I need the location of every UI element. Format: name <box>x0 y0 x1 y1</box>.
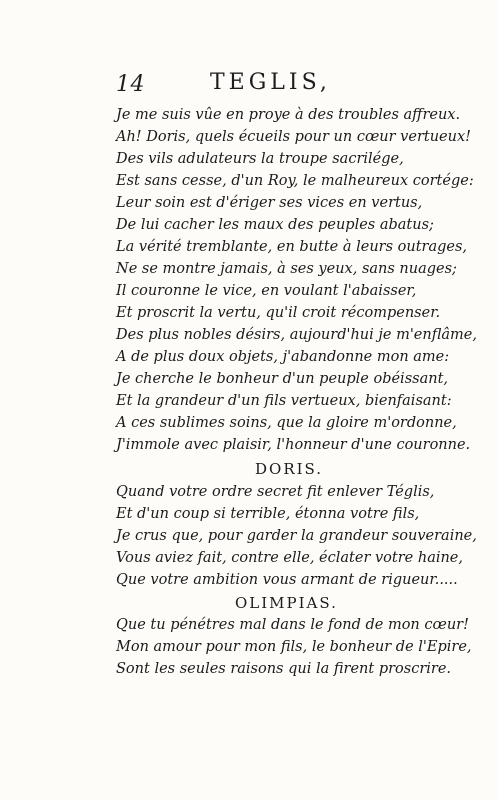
verse-line: De lui cacher les maux des peuples abatus; <box>116 217 434 233</box>
speaker-name: OLIMPIAS. <box>235 594 338 612</box>
verse-line: Est sans cesse, d'un Roy, le malheureux cortége: <box>116 173 474 189</box>
verse-line: Et la grandeur d'un fils vertueux, bienfaisant: <box>116 393 452 409</box>
verse-line: Et proscrit la vertu, qu'il croit récompenser. <box>116 305 441 321</box>
verse-line: A de plus doux objets, j'abandonne mon ame: <box>116 349 450 365</box>
speaker-name: DORIS. <box>255 460 324 478</box>
page-header <box>116 70 446 102</box>
running-title: TEGLIS, <box>210 70 331 95</box>
page-number: 14 <box>116 72 145 97</box>
verse-line: Vous aviez fait, contre elle, éclater votre haine, <box>116 550 464 566</box>
verse-line: Des vils adulateurs la troupe sacrilége, <box>116 151 404 167</box>
verse-line: J'immole avec plaisir, l'honneur d'une couronne. <box>116 437 471 453</box>
verse-line: Que votre ambition vous armant de rigueur..... <box>116 572 458 588</box>
verse-line: Je cherche le bonheur d'un peuple obéissant, <box>116 371 448 387</box>
verse-line: Je me suis vûe en proye à des troubles affreux. <box>116 107 461 123</box>
verse-line: Sont les seules raisons qui la firent proscrire. <box>116 661 452 677</box>
verse-line: Il couronne le vice, en voulant l'abaisser, <box>116 283 417 299</box>
verse-line: Mon amour pour mon fils, le bonheur de l'Epire, <box>116 639 472 655</box>
verse-line: Quand votre ordre secret fit enlever Téglis, <box>116 484 435 500</box>
verse-line: A ces sublimes soins, que la gloire m'ordonne, <box>116 415 457 431</box>
verse-line: La vérité tremblante, en butte à leurs outrages, <box>116 239 468 255</box>
verse-line: Des plus nobles désirs, aujourd'hui je m'enflâme, <box>116 327 477 343</box>
verse-line: Ne se montre jamais, à ses yeux, sans nuages; <box>116 261 457 277</box>
verse-line: Ah! Doris, quels écueils pour un cœur vertueux! <box>116 129 471 145</box>
verse-line: Et d'un coup si terrible, étonna votre fils, <box>116 506 420 522</box>
verse-line: Je crus que, pour garder la grandeur souveraine, <box>116 528 477 544</box>
verse-line: Que tu pénétres mal dans le fond de mon cœur! <box>116 617 469 633</box>
verse-line: Leur soin est d'ériger ses vices en vertus, <box>116 195 423 211</box>
